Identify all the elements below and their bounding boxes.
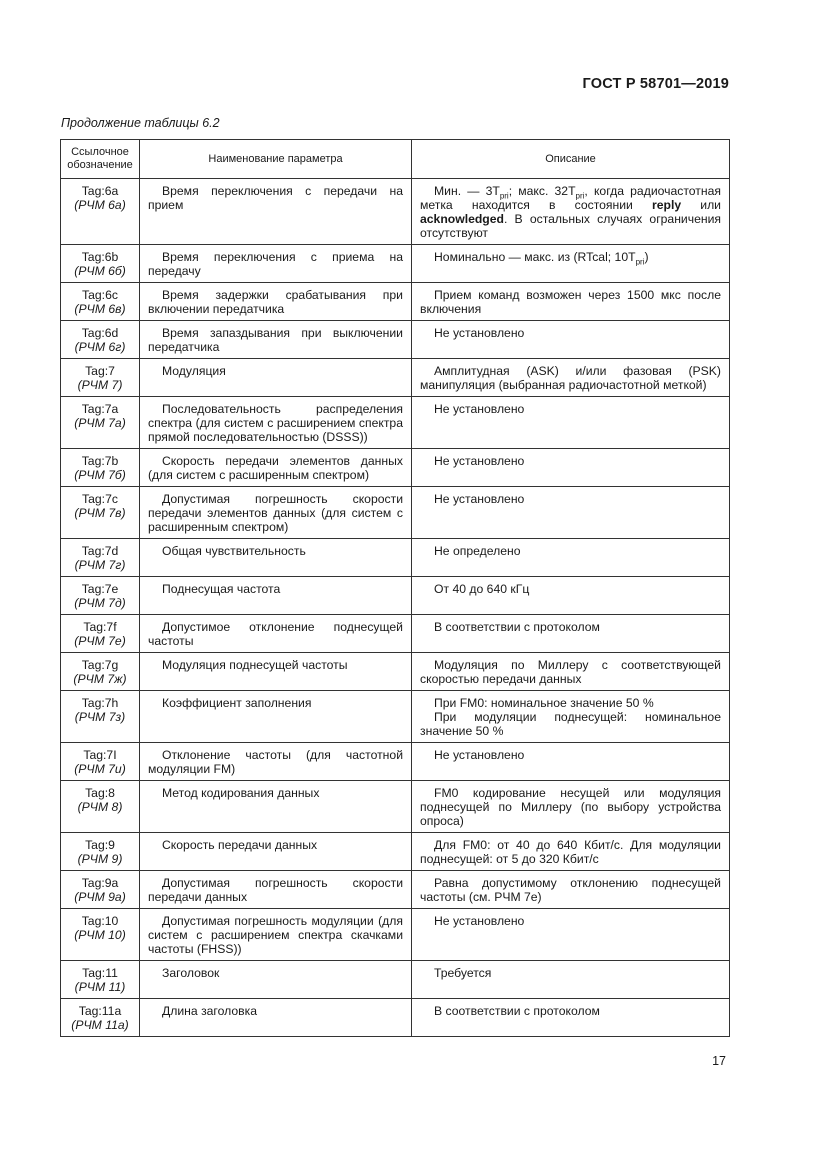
name-cell [140,961,412,999]
name-cell [140,577,412,615]
table-row [61,321,730,359]
table-header-row [61,140,730,179]
ref-alt: (РЧМ 11) [74,980,126,994]
table-row [61,781,730,833]
desc-cell [412,999,730,1037]
param-desc: При FM0: номинальное значение 50 % [434,696,654,710]
table-row [61,397,730,449]
param-desc: Не установлено [434,326,525,340]
param-desc: В соответствии с протоколом [434,620,600,634]
ref-code: Tag:7g [81,658,119,672]
ref-cell [61,871,140,909]
param-name: Метод кодирования данных [162,786,320,800]
page-number: 17 [712,1054,726,1068]
desc-cell [412,577,730,615]
param-name: Последовательность распределения спектра (для систем с расширением спектра прямой последовательностью (DSSS)) [148,402,403,444]
name-cell [140,743,412,781]
desc-fragment: ) [644,250,649,264]
desc-cell [412,449,730,487]
ref-cell [61,653,140,691]
param-name: Скорость передачи элементов данных (для систем с расширенным спектром) [148,454,403,482]
desc-fragment: , когда радиочастотная метка находится в состоянии [420,184,721,212]
ref-alt: (РЧМ 9а) [74,890,126,904]
ref-alt: (РЧМ 11а) [71,1018,129,1032]
param-desc: Не установлено [434,748,525,762]
param-name: Общая чувствительность [162,544,306,558]
name-cell [140,283,412,321]
desc-cell [412,615,730,653]
ref-alt: (РЧМ 7и) [74,762,126,776]
table-row [61,615,730,653]
column-header-name: Наименование параметра [140,140,412,179]
param-desc: В соответствии с протоколом [434,1004,600,1018]
ref-code: Tag:6a [81,184,119,198]
name-cell [140,653,412,691]
ref-cell [61,691,140,743]
ref-alt: (РЧМ 6в) [74,302,126,316]
ref-alt: (РЧМ 6а) [74,198,126,212]
ref-code: Tag:7h [81,696,119,710]
ref-alt: (РЧМ 7в) [74,506,126,520]
param-name: Время запаздывания при выключении передатчика [148,326,403,354]
name-cell [140,397,412,449]
param-name: Скорость передачи данных [162,838,318,852]
desc-cell [412,283,730,321]
param-name: Поднесущая частота [162,582,281,596]
name-cell [140,781,412,833]
desc-cell [412,961,730,999]
param-desc: Требуется [434,966,492,980]
ref-code: Tag:6d [81,326,119,340]
ref-cell [61,909,140,961]
param-desc [420,250,721,267]
param-desc: От 40 до 640 кГц [434,582,530,596]
desc-cell [412,833,730,871]
param-name: Допустимая погрешность модуляции (для систем с расширением спектра скачками частоты (FHSS)) [148,914,403,956]
param-name: Модуляция поднесущей частоты [162,658,348,672]
param-desc: Не установлено [434,402,525,416]
ref-code: Tag:7b [81,454,119,468]
ref-cell [61,487,140,539]
name-cell [140,539,412,577]
ref-code: Tag:9 [85,838,115,852]
name-cell [140,909,412,961]
ref-cell [61,615,140,653]
param-desc: Не установлено [434,914,525,928]
desc-cell [412,743,730,781]
desc-fragment: Мин. — 3T [434,184,500,198]
ref-cell [61,397,140,449]
ref-code: Tag:8 [85,786,115,800]
table-row [61,871,730,909]
name-cell [140,487,412,539]
table-row [61,743,730,781]
desc-cell [412,179,730,245]
table-row [61,577,730,615]
param-name: Заголовок [162,966,220,980]
desc-cell [412,397,730,449]
desc-cell [412,871,730,909]
ref-cell [61,781,140,833]
desc-subscript: pri [635,257,645,267]
param-name: Допустимое отклонение поднесущей частоты [148,620,403,648]
ref-alt: (РЧМ 8) [77,800,123,814]
desc-cell [412,653,730,691]
param-desc: Не установлено [434,454,525,468]
name-cell [140,615,412,653]
param-desc-line2: При модуляции поднесущей: номинальное значение 50 % [420,710,721,738]
document-code: ГОСТ Р 58701—2019 [582,76,729,92]
ref-code: Tag:7a [81,402,119,416]
param-desc: Модуляция по Миллеру с соответствующей скоростью передачи данных [420,658,721,686]
ref-alt: (РЧМ 10) [74,928,126,942]
ref-alt: (РЧМ 7) [77,378,123,392]
ref-code: Tag:10 [81,914,119,928]
table-row [61,539,730,577]
table-row [61,359,730,397]
table-row [61,999,730,1037]
ref-cell [61,179,140,245]
param-desc: Амплитудная (ASK) и/или фазовая (PSK) манипуляция (выбранная радиочастотной меткой) [420,364,721,392]
ref-alt: (РЧМ 7ж) [73,672,127,686]
name-cell [140,359,412,397]
name-cell [140,871,412,909]
ref-cell [61,283,140,321]
param-name: Коэффициент заполнения [162,696,312,710]
desc-cell [412,781,730,833]
ref-code: Tag:7I [83,748,117,762]
name-cell [140,245,412,283]
desc-fragment: Номинально — макс. из (RTcal; 10T [434,250,636,264]
ref-code: Tag:9a [81,876,119,890]
ref-alt: (РЧМ 7е) [74,634,126,648]
ref-alt: (РЧМ 7д) [74,596,126,610]
table-row [61,909,730,961]
ref-cell [61,999,140,1037]
ref-alt: (РЧМ 9) [77,852,123,866]
name-cell [140,999,412,1037]
param-name: Допустимая погрешность скорости передачи элементов данных (для систем с расширенным спектром) [148,492,403,534]
column-header-desc: Описание [412,140,730,179]
ref-alt: (РЧМ 7г) [74,558,126,572]
desc-subscript: pri [499,191,509,201]
desc-bold: reply [652,198,682,212]
desc-cell [412,321,730,359]
ref-alt: (РЧМ 6г) [74,340,126,354]
name-cell [140,179,412,245]
desc-cell [412,909,730,961]
ref-code: Tag:7c [82,492,118,506]
param-desc: Прием команд возможен через 1500 мкс после включения [420,288,721,316]
desc-fragment: ; макс. 32T [508,184,576,198]
table-row [61,833,730,871]
ref-code: Tag:7 [85,364,115,378]
table-caption: Продолжение таблицы 6.2 [61,116,220,130]
table-row [61,487,730,539]
desc-fragment: . В остальных случаях ограничения отсутствуют [420,212,721,240]
ref-cell [61,245,140,283]
param-desc: Не установлено [434,492,525,506]
ref-code: Tag:7e [81,582,119,596]
ref-cell [61,743,140,781]
desc-fragment: или [681,198,721,212]
column-header-ref: Ссылочное обозначение [61,140,140,179]
param-desc: Для FM0: от 40 до 640 Кбит/с. Для модуляции поднесущей: от 5 до 320 Кбит/с [420,838,721,866]
table-row [61,961,730,999]
name-cell [140,691,412,743]
ref-alt: (РЧМ 7б) [74,468,126,482]
desc-cell [412,245,730,283]
param-desc: FM0 кодирование несущей или модуляция поднесущей по Миллеру (по выбору устройства опроса) [420,786,721,828]
desc-subscript: pri [575,191,585,201]
param-name: Модуляция [162,364,226,378]
table-row [61,691,730,743]
param-name: Время переключения с передачи на прием [148,184,403,212]
table-row [61,245,730,283]
ref-cell [61,577,140,615]
name-cell [140,449,412,487]
ref-code: Tag:11 [82,966,118,980]
ref-code: Tag:11a [78,1004,122,1018]
ref-cell [61,449,140,487]
param-desc: Равна допустимому отклонению поднесущей частоты (см. РЧМ 7е) [420,876,721,904]
ref-cell [61,539,140,577]
table-row [61,653,730,691]
ref-cell [61,961,140,999]
param-name: Длина заголовка [162,1004,258,1018]
ref-code: Tag:6c [82,288,118,302]
desc-cell [412,691,730,743]
ref-cell [61,833,140,871]
param-name: Время переключения с приема на передачу [148,250,403,278]
desc-cell [412,487,730,539]
table-row [61,179,730,245]
ref-alt: (РЧМ 7а) [74,416,126,430]
table-row [61,283,730,321]
ref-cell [61,359,140,397]
ref-alt: (РЧМ 7з) [74,710,126,724]
param-name: Отклонение частоты (для частотной модуляции FM) [148,748,403,776]
param-desc: Не определено [434,544,521,558]
param-name: Допустимая погрешность скорости передачи данных [148,876,403,904]
ref-cell [61,321,140,359]
ref-alt: (РЧМ 6б) [74,264,126,278]
desc-bold: acknowledged [420,212,504,226]
desc-cell [412,359,730,397]
name-cell [140,833,412,871]
desc-cell [412,539,730,577]
name-cell [140,321,412,359]
table-row [61,449,730,487]
ref-code: Tag:7d [81,544,119,558]
param-desc [420,184,721,240]
ref-code: Tag:6b [81,250,119,264]
parameters-table [60,139,730,1037]
ref-code: Tag:7f [83,620,117,634]
param-name: Время задержки срабатывания при включении передатчика [148,288,403,316]
